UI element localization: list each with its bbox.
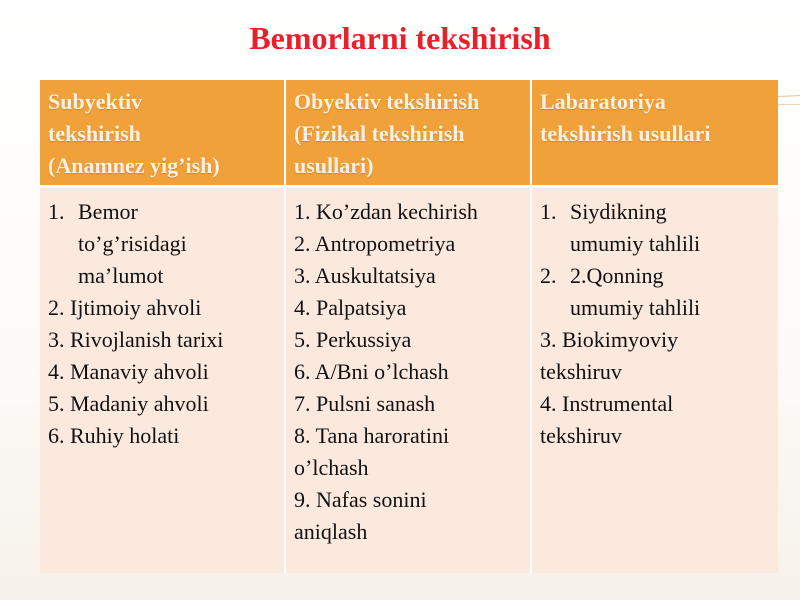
list-item (540, 260, 770, 324)
item-text-line: 2.Qonning (570, 263, 664, 288)
list-item-continued: tekshiruv (540, 359, 622, 384)
item-text (78, 196, 276, 292)
list-item: 6. Ruhiy holati (48, 423, 180, 448)
header-text: (Anamnez yig’ish) (48, 153, 220, 178)
body-cell-laboratory (532, 188, 778, 573)
item-text-line: Bemor (78, 199, 138, 224)
list-item (48, 196, 276, 292)
item-text-line: umumiy tahlili (570, 231, 701, 256)
list-item (540, 196, 770, 260)
list-item-continued: aniqlash (294, 519, 368, 544)
list-item: 4. Manaviy ahvoli (48, 359, 209, 384)
list-item: 5. Perkussiya (294, 327, 412, 352)
list-item: 2. Ijtimoiy ahvoli (48, 295, 202, 320)
header-text: Obyektiv tekshirish (294, 89, 480, 114)
list-item: 3. Auskultatsiya (294, 263, 436, 288)
list-item: 7. Pulsni sanash (294, 391, 436, 416)
item-text-line: umumiy tahlili (570, 295, 701, 320)
body-cell-subjective (40, 188, 286, 573)
list-item: 3. Rivojlanish tarixi (48, 327, 224, 352)
item-text-line: to’g’risidagi (78, 231, 187, 256)
slide-title: Bemorlarni tekshirish (249, 20, 551, 56)
header-text: (Fizikal tekshirish (294, 121, 465, 146)
body-cell-objective (286, 188, 532, 573)
header-text: Labaratoriya (540, 89, 666, 114)
item-number: 2. (540, 263, 557, 288)
list-item: 4. Palpatsiya (294, 295, 407, 320)
list-item: 3. Biokimyoviy (540, 327, 679, 352)
item-text-line: ma’lumot (78, 263, 164, 288)
item-number: 1. (48, 199, 65, 224)
list-item: 2. Antropometriya (294, 231, 456, 256)
header-text: tekshirish usullari (540, 121, 711, 146)
header-text: tekshirish (48, 121, 141, 146)
list-item-continued: o’lchash (294, 455, 369, 480)
list-item: 5. Madaniy ahvoli (48, 391, 209, 416)
list-item: 9. Nafas sonini (294, 487, 427, 512)
list-item-continued: tekshiruv (540, 423, 622, 448)
item-text (570, 260, 770, 324)
item-text (570, 196, 770, 260)
header-cell-objective (286, 80, 532, 188)
list-item: 8. Tana haroratini (294, 423, 450, 448)
list-item: 4. Instrumental (540, 391, 674, 416)
item-number: 1. (540, 199, 557, 224)
header-text: Subyektiv (48, 89, 143, 114)
header-text: usullari) (294, 153, 374, 178)
header-cell-laboratory (532, 80, 778, 188)
list-item: 1. Ko’zdan kechirish (294, 199, 478, 224)
item-text-line: Siydikning (570, 199, 667, 224)
examination-table (40, 80, 778, 573)
header-cell-subjective (40, 80, 286, 188)
list-item: 6. A/Bni o’lchash (294, 359, 449, 384)
